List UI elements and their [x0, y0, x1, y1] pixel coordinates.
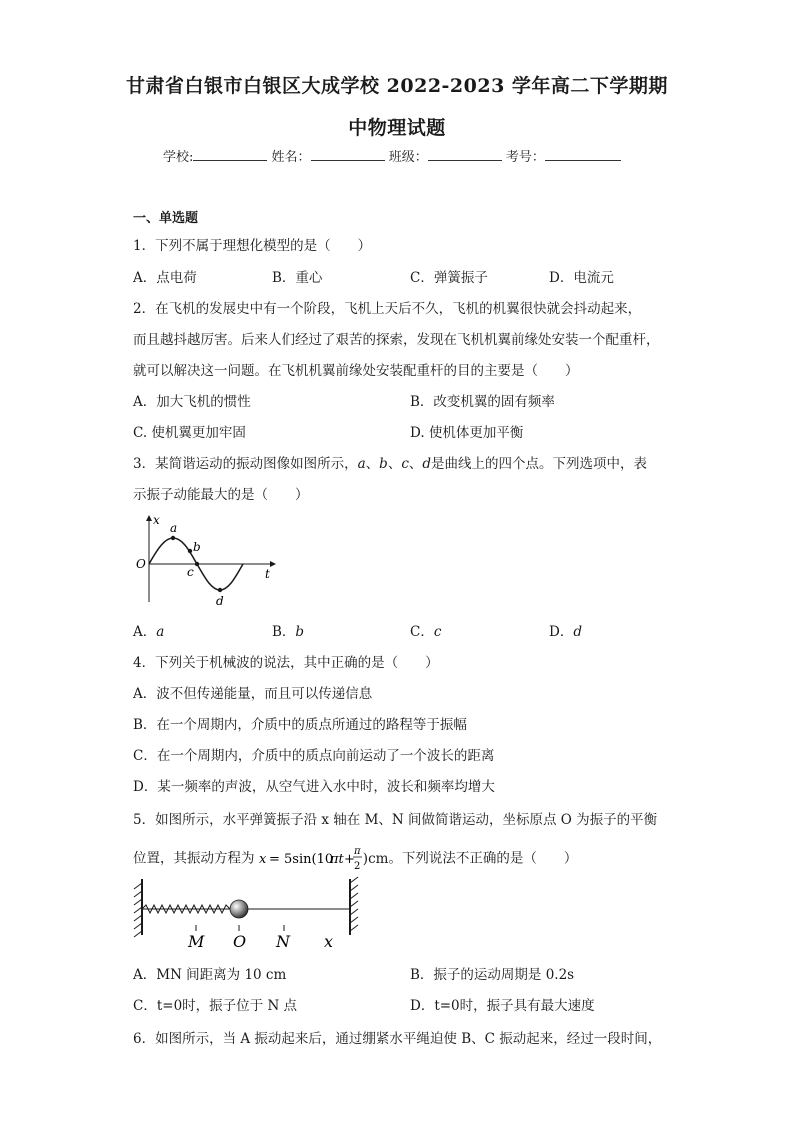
q5-label-o: O	[233, 932, 247, 951]
q3-option-a-letter: A．	[133, 624, 157, 640]
class-label: 班级：	[388, 150, 428, 165]
q3-dot-d	[218, 588, 222, 592]
q5-eq-x: x	[258, 852, 267, 867]
q1-option-c: C．弹簧振子	[410, 270, 488, 286]
q3-vibration-graph	[133, 510, 283, 610]
q1-option-d: D．电流元	[549, 270, 614, 286]
q3-graph-label-d: d	[216, 594, 224, 608]
q5-equation	[259, 844, 365, 874]
q3-option-c-letter: C．	[410, 624, 434, 640]
q3-point-d: d	[422, 456, 432, 472]
q5-option-c: C．t=0时，振子位于 N 点	[133, 998, 298, 1014]
school-label: 学校:	[163, 150, 194, 165]
q3-graph-label-c: c	[187, 565, 194, 579]
q5-right-wall-hatch	[350, 877, 358, 931]
name-label: 姓名：	[271, 150, 311, 165]
q5-eq-body: = 5sin(10	[268, 852, 333, 867]
exam-title-line1: 甘肃省白银市白银区大成学校 2022-2023 学年高二下学期期	[126, 75, 668, 97]
q5-label-n: N	[276, 932, 290, 951]
q5-spring-figure	[128, 873, 366, 953]
q3-option-d	[549, 620, 582, 640]
q3-stem-line2: 示振子动能最大的是（ ）	[133, 487, 309, 503]
q4-stem: 4．下列关于机械波的说法，其中正确的是（ ）	[133, 655, 439, 671]
q4-option-c: C．在一个周期内，介质中的质点向前运动了一个波长的距离	[133, 748, 495, 764]
q1-option-a: A．点电荷	[133, 270, 197, 286]
q3-option-c-value: c	[433, 624, 442, 640]
q5-stem-line1: 5．如图所示，水平弹簧振子沿 x 轴在 M、N 间做简谐运动，坐标原点 O 为振子的平衡	[133, 812, 658, 828]
q5-eq-plus: +	[343, 852, 355, 867]
q3-option-b	[272, 620, 304, 640]
q5-option-b: B．振子的运动周期是 0.2s	[410, 967, 575, 983]
q5-eq-frac-den: 2	[353, 861, 361, 872]
q2-option-d: D. 使机体更加平衡	[410, 425, 524, 441]
q4-option-d: D．某一频率的声波，从空气进入水中时，波长和频率均增大	[133, 779, 495, 795]
q3-stem-prefix: 3．某简谐运动的振动图像如图所示，	[133, 456, 358, 472]
q5-eq-pi-t: πt	[329, 852, 344, 867]
q3-option-b-letter: B．	[272, 624, 296, 640]
q4-option-a: A．波不但传递能量，而且可以传递信息	[133, 686, 373, 702]
q3-point-b: b	[379, 456, 388, 472]
q5-option-d: D．t=0时，振子具有最大速度	[410, 998, 595, 1014]
school-blank	[193, 148, 267, 161]
q3-option-d-value: d	[573, 624, 582, 640]
class-blank	[428, 148, 502, 161]
q3-option-a	[133, 620, 164, 640]
q3-option-b-value: b	[295, 624, 305, 640]
name-blank	[311, 148, 385, 161]
q5-label-x: x	[324, 932, 334, 951]
q2-stem-line3: 就可以解决这一问题。在飞机机翼前缘处安装配重杆的目的主要是（ ）	[133, 363, 579, 379]
exam-number-label: 考号：	[505, 150, 545, 165]
q5-label-m: M	[188, 932, 205, 951]
q2-stem-line1: 2．在飞机的发展史中有一个阶段，飞机上天后不久，飞机的机翼很快就会抖动起来，	[133, 301, 642, 317]
q5-oscillator-ball	[230, 900, 248, 918]
q3-graph-origin: O	[136, 557, 146, 571]
q5-stem-line2	[133, 844, 577, 874]
q3-stem-line1: 3．某简谐运动的振动图像如图所示，a、b、c、d是曲线上的四个点。下列选项中，表	[133, 456, 648, 472]
q1-option-b: B．重心	[272, 270, 323, 286]
q2-option-b: B．改变机翼的固有频率	[410, 394, 555, 410]
q3-option-d-letter: D．	[549, 624, 574, 640]
q2-stem-line2: 而且越抖越厉害。后来人们经过了艰苦的探索，发现在飞机机翼前缘处安装一个配重杆，	[133, 332, 660, 348]
q5-eq-close: )cm	[362, 850, 389, 867]
q5-eq-frac-num: π	[353, 846, 361, 857]
q3-graph-label-b: b	[193, 540, 201, 554]
section-heading-single-choice: 一、单选题	[133, 211, 199, 226]
q3-graph-y-label: x	[153, 513, 160, 527]
q3-dot-b	[188, 549, 192, 553]
q3-option-c	[410, 620, 441, 640]
q5-line2-suffix: 。下列说法不正确的是（ ）	[388, 850, 578, 867]
q3-point-c: c	[401, 456, 409, 472]
q3-option-a-value: a	[156, 624, 165, 640]
q3-dot-c	[195, 562, 199, 566]
exam-title-line2: 中物理试题	[348, 117, 446, 139]
q5-left-wall-hatch	[134, 883, 142, 937]
q3-point-a: a	[357, 456, 366, 472]
student-info-row	[163, 146, 621, 165]
q3-dot-a	[171, 536, 175, 540]
q4-option-b: B．在一个周期内，介质中的质点所通过的路程等于振幅	[133, 717, 467, 733]
q5-option-a: A．MN 间距离为 10 cm	[133, 967, 287, 983]
q3-stem-suffix: 是曲线上的四个点。下列选项中，表	[431, 456, 648, 472]
q2-option-a: A．加大飞机的惯性	[133, 394, 251, 410]
exam-number-blank	[545, 148, 621, 161]
q2-option-c: C. 使机翼更加牢固	[133, 425, 246, 441]
q1-stem: 1．下列不属于理想化模型的是（ ）	[133, 238, 372, 254]
q6-stem: 6．如图所示，当 A 振动起来后，通过绷紧水平绳迫使 B、C 振动起来，经过一段时间，	[133, 1031, 662, 1047]
q3-graph-label-a: a	[170, 521, 178, 535]
q5-line2-prefix: 位置，其振动方程为	[133, 850, 255, 867]
q3-graph-x-label: t	[265, 567, 270, 581]
